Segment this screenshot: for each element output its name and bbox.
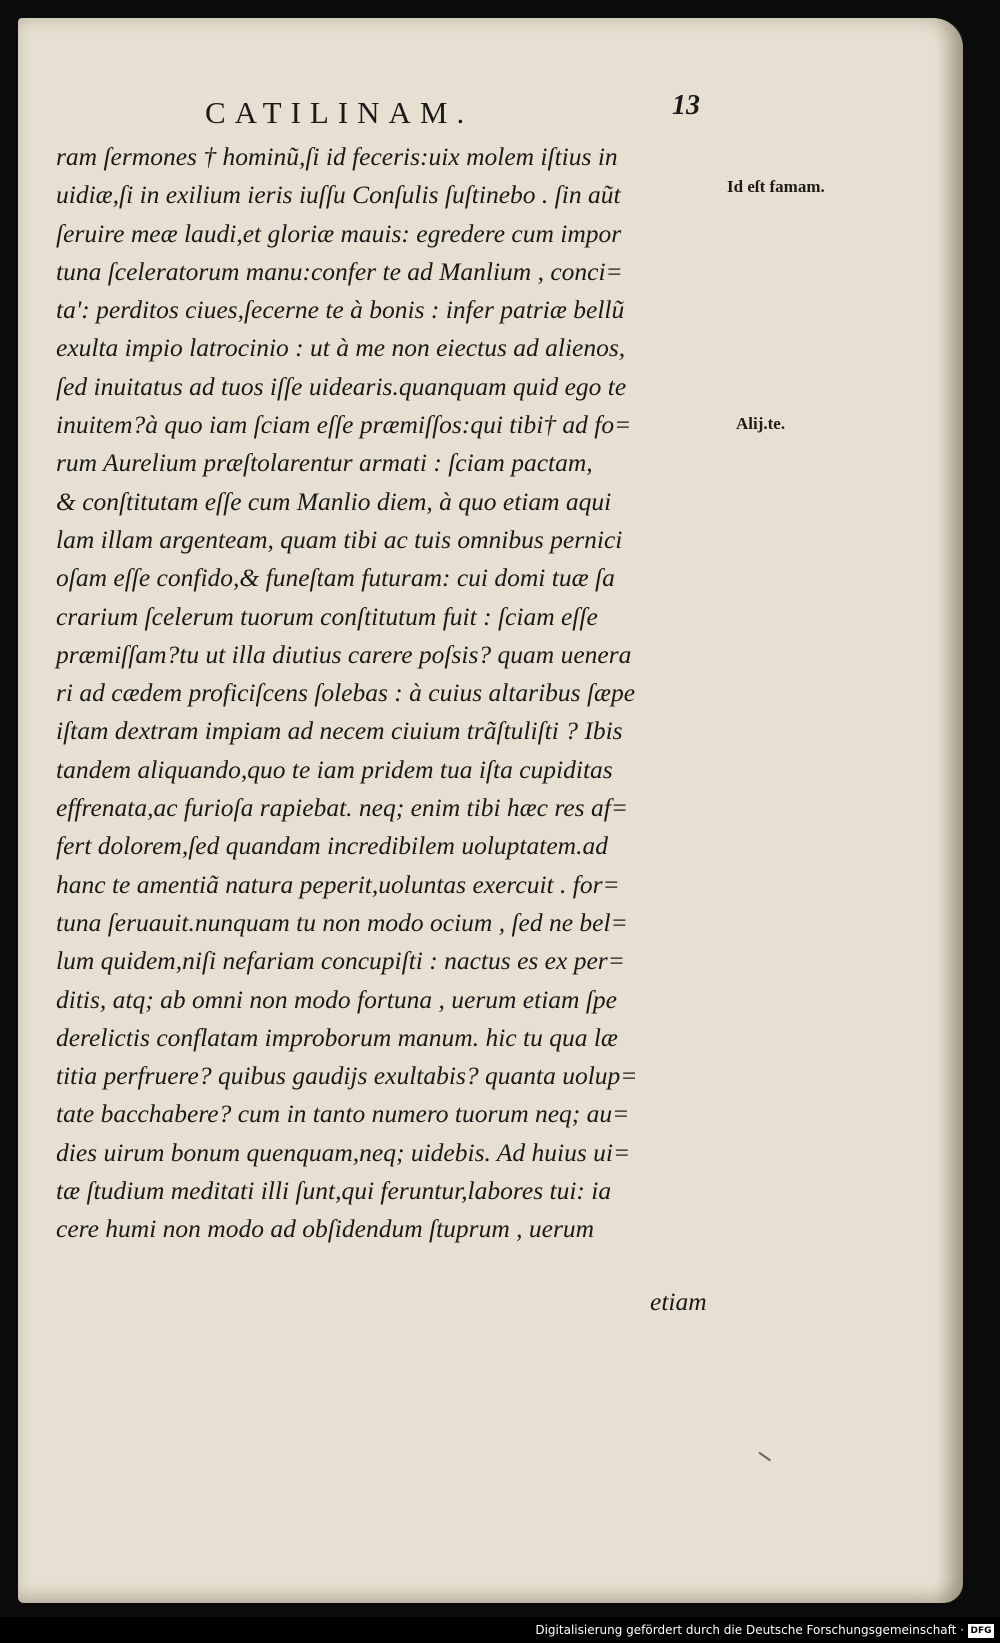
text-line: inuitem?à quo iam ſciam eſſe præmiſſos:qui tibi† ad fo= [56, 410, 632, 440]
text-line: titia perfruere? quibus gaudijs exultabis? quanta uolup= [56, 1061, 638, 1091]
text-line: dies uirum bonum quenquam,neq; uidebis. Ad huius ui= [56, 1137, 631, 1167]
text-line: iſtam dextram impiam ad necem ciuium trãſtuliſti ? Ibis [56, 716, 623, 746]
marginal-note: Alij.te. [736, 414, 786, 433]
text-line: ta': perditos ciues,ſecerne te à bonis : infer patriæ bellũ [56, 295, 625, 325]
text-line: derelictis conflatam improborum manum. hic tu qua læ [56, 1022, 618, 1052]
text-line: tandem aliquando,quo te iam pridem tua iſta cupiditas [56, 754, 613, 784]
page-number: 13 [672, 90, 700, 121]
footer-bar [0, 1617, 1000, 1643]
text-line: tuna ſeruauit.nunquam tu non modo ocium , ſed ne bel= [56, 907, 628, 937]
text-line: rum Aurelium præſtolarentur armati : ſciam pactam, [56, 448, 593, 478]
text-line: præmiſſam?tu ut illa diutius carere poſsis? quam uenera [56, 639, 632, 669]
text-line: oſam eſſe confido,& funeſtam futuram: cui domi tuæ ſa [56, 563, 615, 593]
text-line: & conſtitutam eſſe cum Manlio diem, à quo etiam aqui [56, 486, 612, 516]
body-text [56, 138, 736, 1249]
catchword: etiam [650, 1287, 707, 1316]
text-line: effrenata,ac furioſa rapiebat. neq; enim tibi hæc res af= [56, 793, 628, 823]
text-line: lam illam argenteam, quam tibi ac tuis omnibus pernici [56, 524, 623, 554]
marginal-note: Id eſt famam. [727, 177, 825, 196]
text-line: crarium ſcelerum tuorum conſtitutum fuit : ſciam eſſe [56, 601, 598, 631]
running-head: CATILINAM. [205, 95, 474, 130]
text-line: tate bacchabere? cum in tanto numero tuorum neq; au= [56, 1099, 630, 1129]
text-line: fert dolorem,ſed quandam incredibilem uoluptatem.ad [56, 831, 608, 861]
dfg-logo-icon: DFG [968, 1624, 994, 1638]
text-line: ri ad cædem proficiſcens ſolebas : à cuius altaribus ſæpe [56, 678, 636, 708]
text-line: ditis, atq; ab omni non modo fortuna , uerum etiam ſpe [56, 984, 617, 1014]
text-line: hanc te amentiã natura peperit,uoluntas exercuit . for= [56, 869, 620, 899]
text-line: ſed inuitatus ad tuos iſſe uidearis.quanquam quid ego te [56, 371, 627, 401]
text-line: exulta impio latrocinio : ut à me non eiectus ad alienos, [56, 333, 626, 363]
text-line: lum quidem,niſi nefariam concupiſti : nactus es ex per= [56, 946, 625, 976]
text-line: ram ſermones † hominũ,ſi id feceris:uix molem iſtius in [56, 142, 618, 171]
text-line: tuna ſceleratorum manu:confer te ad Manlium , conci= [56, 256, 623, 286]
text-line: uidiæ,ſi in exilium ieris iuſſu Conſulis ſuſtinebo . ſin aũt [56, 180, 621, 210]
page-edge-shadow [937, 18, 963, 1603]
text-line: cere humi non modo ad obſidendum ſtuprum , uerum [56, 1214, 595, 1244]
text-line: tæ ſtudium meditati illi ſunt,qui feruntur,labores tui: ia [56, 1176, 612, 1206]
text-line: ſeruire meæ laudi,et gloriæ mauis: egredere cum impor [56, 218, 622, 248]
funding-credit: Digitalisierung gefördert durch die Deutsche Forschungsgemeinschaft · [535, 1623, 964, 1637]
